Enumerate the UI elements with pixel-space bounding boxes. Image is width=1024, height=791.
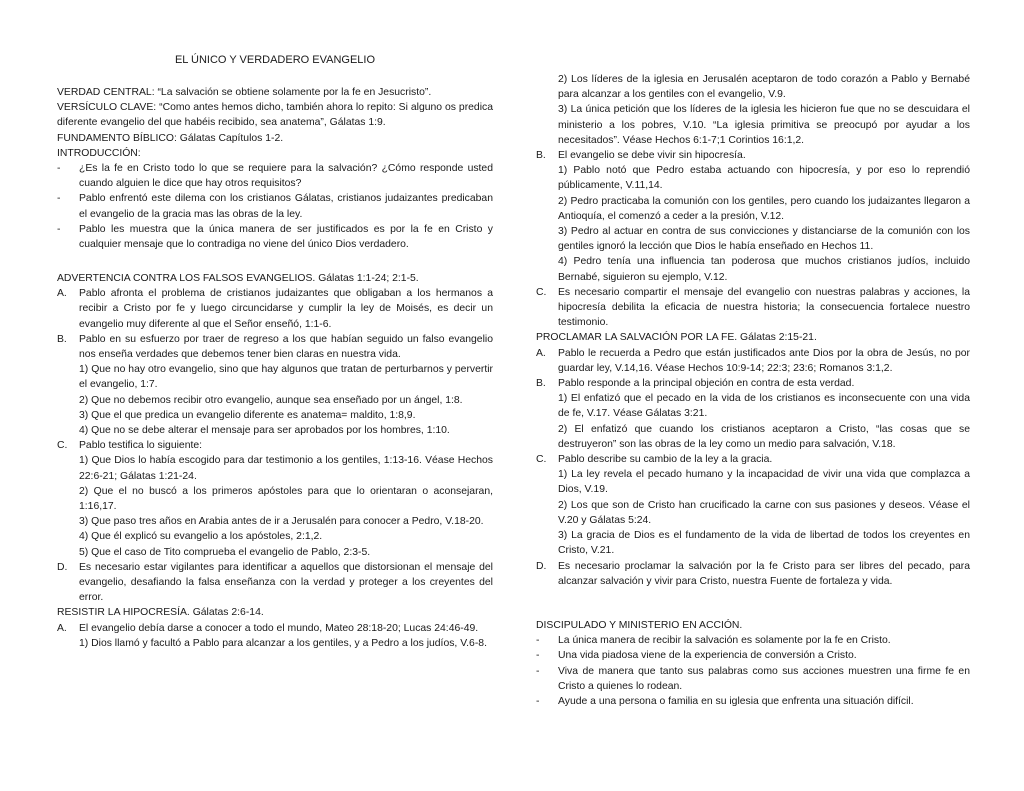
intro-bullet (57, 161, 493, 191)
section-hypocrisy-cont (536, 72, 970, 589)
item-text: Es necesario proclamar la salvación por la fe Cristo para ser libres del pecado, para alcanzar salvación y vivir para Cristo, nuestra Fuente de fortaleza y vida. (558, 560, 970, 587)
central-truth: VERDAD CENTRAL: “La salvación se obtiene solamente por la fe en Jesucristo”. (57, 87, 432, 98)
sub-point: 3) Que el que predica un evangelio diferente es anatema= maldito, 1:8,9. (79, 409, 416, 421)
outline-item (57, 621, 493, 636)
item-text: Es necesario estar vigilantes para identificar a aquellos que distorsionan el mensaje del evangelio, desafiando la falsa enseñanza con la verdad y proteger a los creyentes del error. (79, 561, 493, 604)
biblical-foundation: FUNDAMENTO BÍBLICO: Gálatas Capítulos 1-2. (57, 132, 284, 144)
bullet-text: Ayude a una persona o familia en su iglesia que enfrenta una situación difícil. (558, 696, 914, 708)
action-bullet (536, 633, 970, 648)
outline-item (57, 286, 493, 332)
outline-item (536, 559, 970, 589)
item-marker: A. (536, 347, 546, 359)
sub-point: 2) Pedro practicaba la comunión con los gentiles, pero cuando los judaizantes llegaron a Antioquía, el comenzó a ceder a la presión, V.12. (558, 195, 970, 222)
sub-point: 1) El enfatizó que el pecado en la vida de los cristianos es inconsecuente con una vida de fe, V.17. Véase Gálatas 3:21. (558, 393, 970, 420)
bullet-marker: - (536, 665, 540, 677)
outline-item (536, 148, 970, 163)
intro-block (57, 85, 493, 252)
bullet-marker: - (57, 193, 61, 205)
sub-point: 2) El enfatizó que cuando los cristianos aceptaron a Cristo, “las cosas que se destruyeron” son las obras de la ley como un medio para salvación, V.18. (558, 423, 970, 450)
item-text: El evangelio debía darse a conocer a todo el mundo, Mateo 28:18-20; Lucas 24:46-49. (79, 622, 479, 634)
outline-item (57, 560, 493, 606)
item-marker: B. (536, 150, 546, 162)
item-marker: D. (57, 561, 68, 573)
item-text: Pablo describe su cambio de la ley a la gracia. (558, 454, 773, 466)
sub-point: 1) Que no hay otro evangelio, sino que hay algunos que tratan de perturbarnos y pervertir el evangelio, 1:7. (79, 364, 493, 391)
action-bullet (536, 694, 970, 709)
key-verse: VERSÍCULO CLAVE: “Como antes hemos dicho, también ahora lo repito: Si alguno os predica diferente evangelio del que habéis recibido, sea anatema”, Gálatas 1:9. (57, 102, 493, 129)
sub-point: 1) Que Dios lo había escogido para dar testimonio a los gentiles, 1:13-16. Véase Hechos 22:6-21; Gálatas 1:21-24. (79, 455, 493, 482)
bullet-text: La única manera de recibir la salvación es solamente por la fe en Cristo. (558, 635, 891, 647)
item-text: Pablo en su esfuerzo por traer de regreso a los que habían seguido un falso evangelio nos enseña verdades que debemos tener bien claras en nuestra vida. (79, 333, 493, 361)
section-heading: RESISTIR LA HIPOCRESÍA. Gálatas 2:6-14. (57, 607, 264, 619)
outline-item (536, 376, 970, 391)
sub-point: 2) Los que son de Cristo han crucificado la carne con sus pasiones y deseos. Véase el V.20 y Gálatas 5:24. (558, 499, 970, 526)
outline-item (536, 346, 970, 376)
sub-point: 4) Que él explicó su evangelio a los apóstoles, 2:1,2. (79, 531, 323, 543)
item-text: Pablo afronta el problema de cristianos judaizantes que obligaban a los hermanos a recibir a Cristo por fe y luego circuncidarse y cumplir la ley de Moisés, es decir un evangelio muy diferente al que el Señor enseñó, 1:1-6. (79, 288, 493, 330)
sub-point: 1) Pablo notó que Pedro estaba actuando con hipocresía, y por eso lo reprendió públicamente, V.11,14. (558, 165, 970, 192)
section-heading: DISCIPULADO Y MINISTERIO EN ACCIÓN. (536, 620, 743, 631)
document-title: EL ÚNICO Y VERDADERO EVANGELIO (174, 54, 376, 66)
item-marker: D. (536, 560, 547, 572)
sub-point: 3) Pedro al actuar en contra de sus convicciones y distanciarse de la comunión con los gentiles ignoró la lección que Dios le había enseñado en Hechos 11. (558, 226, 970, 253)
sub-point: 3) La gracia de Dios es el fundamento de la vida de libertad de todos los creyentes en Cristo, V.21. (558, 530, 970, 557)
item-text: Pablo le recuerda a Pedro que están justificados ante Dios por la obra de Jesús, no por guardar ley, V.14,16. Véase Hechos 10:9-14; 22:3; 23:6; Romanos 3:1,2. (558, 347, 970, 374)
item-marker: C. (536, 454, 547, 466)
sub-point: 2) Que el no buscó a los primeros apóstoles para que lo orientaran o aconsejaran, 1:16,17. (79, 485, 493, 513)
section-heading: PROCLAMAR LA SALVACIÓN POR LA FE. Gálatas 2:15-21. (536, 332, 817, 344)
outline-item (57, 438, 493, 453)
item-text: Es necesario compartir el mensaje del evangelio con nuestras palabras y acciones, la hipocresía debilita la eficacia de nuestra historia; la consecuencia fortalece nuestro testimonio. (558, 286, 970, 329)
item-marker: A. (57, 288, 67, 300)
introduction-heading: INTRODUCCIÓN: (57, 147, 141, 159)
sub-point: 1) Dios llamó y facultó a Pablo para alcanzar a los gentiles, y a Pedro a los judíos, V.6-8. (79, 637, 487, 649)
outline-item (536, 452, 970, 467)
outline-item (57, 332, 493, 362)
item-text: Pablo testifica lo siguiente: (79, 440, 203, 452)
item-marker: C. (57, 440, 68, 452)
item-marker: B. (536, 378, 546, 390)
sub-point: 2) Los líderes de la iglesia en Jerusalén aceptaron de todo corazón a Pablo y Bernabé para alcanzar a los gentiles con el evangelio, V.9. (558, 74, 970, 101)
action-bullet (536, 648, 970, 663)
bullet-text: Pablo enfrentó este dilema con los cristianos Gálatas, cristianos judaizantes predicaban el evangelio de la gracia mas las obras de la ley. (79, 193, 493, 220)
intro-bullet (57, 222, 493, 252)
section-false-gospels (57, 271, 493, 651)
bullet-text: Pablo les muestra que la única manera de ser justificados es por la fe en Cristo y cualquier mensaje que lo contradiga no viene del único Dios verdadero. (79, 223, 493, 251)
item-marker: B. (57, 333, 67, 345)
item-text: Pablo responde a la principal objeción en contra de esta verdad. (558, 378, 855, 390)
sub-point: 1) La ley revela el pecado humano y la incapacidad de vivir una vida que complazca a Dios, V.19. (558, 469, 970, 496)
bullet-marker: - (536, 650, 540, 662)
bullet-marker: - (536, 635, 540, 647)
sub-point: 4) Que no se debe alterar el mensaje para ser aprobados por los hombres, 1:10. (79, 425, 450, 437)
bullet-marker: - (536, 696, 540, 708)
outline-item (536, 285, 970, 331)
bullet-text: ¿Es la fe en Cristo todo lo que se requiere para la salvación? ¿Cómo responde usted cuando alguien le dice que hay otros requisitos? (79, 163, 493, 190)
bullet-marker: - (57, 163, 61, 175)
section-heading: ADVERTENCIA CONTRA LOS FALSOS EVANGELIOS. Gálatas 1:1-24; 2:1-5. (57, 273, 419, 284)
bullet-text: Viva de manera que tanto sus palabras como sus acciones muestren una firme fe en Cristo a quienes lo rodean. (558, 665, 970, 692)
sub-point: 5) Que el caso de Tito comprueba el evangelio de Pablo, 2:3-5. (79, 546, 371, 558)
item-marker: A. (57, 622, 67, 634)
action-bullet (536, 664, 970, 694)
bullet-marker: - (57, 223, 61, 235)
bullet-text: Una vida piadosa viene de la experiencia de conversión a Cristo. (558, 650, 857, 662)
item-marker: C. (536, 286, 547, 298)
sub-point: 3) Que paso tres años en Arabia antes de ir a Jerusalén para conocer a Pedro, V.18-20. (79, 516, 484, 528)
sub-point: 4) Pedro tenía una influencia tan poderosa que muchos cristianos judíos, incluido Bernabé, siguieron su ejemplo, V.12. (558, 256, 970, 283)
intro-bullet (57, 191, 493, 221)
sub-point: 3) La única petición que los líderes de la iglesia les hicieron fue que no se descuidara el ministerio a los pobres, V.10. “La iglesia primitiva se preocupó por ayudar a los necesitados”. Véase Hechos 6:1-7;1 Corintios 16:1,2. (558, 104, 970, 146)
sub-point: 2) Que no debemos recibir otro evangelio, aunque sea enseñado por un ángel, 1:8. (79, 394, 463, 406)
item-text: El evangelio se debe vivir sin hipocresía. (558, 150, 746, 162)
section-discipleship (536, 618, 970, 709)
